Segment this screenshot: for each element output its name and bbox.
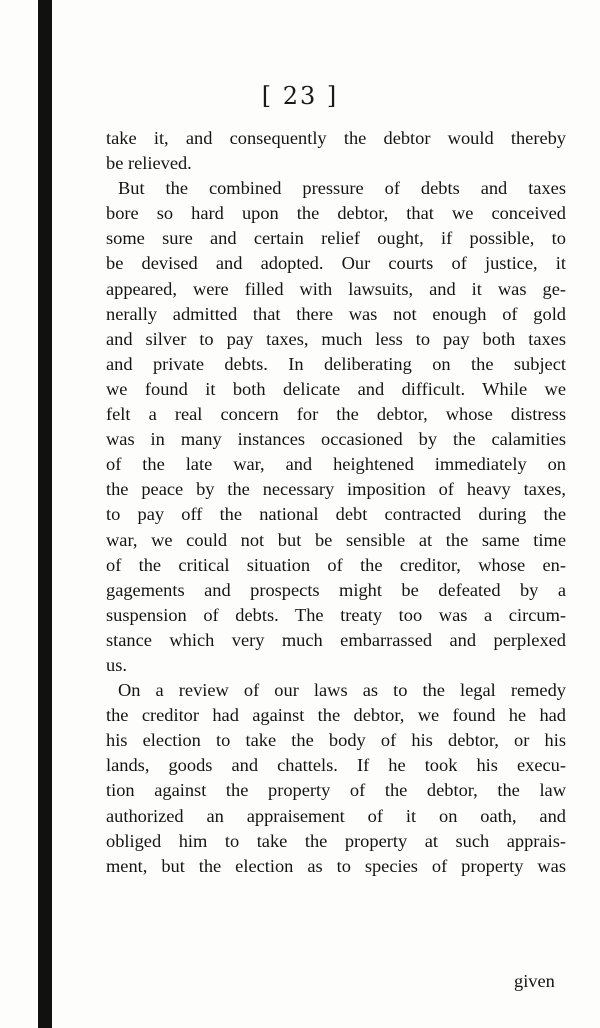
text-line: authorized an appraisement of it on oath, and <box>106 805 566 826</box>
text-line: and private debts. In deliberating on the subject <box>106 353 566 374</box>
text-line: take it, and consequently the debtor would thereby <box>106 128 566 148</box>
text-line: gagements and prospects might be defeated by a <box>106 579 566 600</box>
text-line: to pay off the national debt contracted during the <box>106 504 566 525</box>
text-line: of the late war, and heightened immediately on <box>106 454 566 475</box>
text-line: felt a real concern for the debtor, whose distress <box>106 404 566 425</box>
binding-edge <box>38 0 52 1028</box>
text-line: his election to take the body of his debtor, or his <box>106 730 566 751</box>
catchword: given <box>514 971 555 991</box>
text-line: us. <box>106 654 127 675</box>
text-line: appeared, were filled with lawsuits, and it was ge- <box>106 278 566 299</box>
text-line: obliged him to take the property at such apprais- <box>106 830 566 851</box>
text-line: stance which very much embarrassed and perplexed <box>106 629 566 650</box>
text-line: and silver to pay taxes, much less to pay both taxes <box>106 328 566 349</box>
text-line: was in many instances occasioned by the calamities <box>106 429 566 450</box>
text-line: be devised and adopted. Our courts of justice, it <box>106 253 566 274</box>
text-line: lands, goods and chattels. If he took his execu- <box>106 755 566 776</box>
text-line: war, we could not but be sensible at the same time <box>106 529 566 550</box>
text-line: nerally admitted that there was not enough of gold <box>106 303 566 324</box>
text-line: of the critical situation of the creditor, whose en- <box>106 554 566 575</box>
body-text <box>106 126 566 879</box>
page-number: [ 23 ] <box>261 82 339 110</box>
text-line: suspension of debts. The treaty too was a circum- <box>106 604 566 625</box>
text-line: some sure and certain relief ought, if possible, to <box>106 228 566 249</box>
text-line: the peace by the necessary imposition of heavy taxes, <box>106 479 566 500</box>
text-line: the creditor had against the debtor, we found he had <box>106 705 566 726</box>
text-line: be relieved. <box>106 153 192 174</box>
text-line: But the combined pressure of debts and taxes <box>118 178 566 199</box>
text-line: we found it both delicate and difficult. While we <box>106 378 566 399</box>
text-line: tion against the property of the debtor, the law <box>106 780 566 801</box>
text-line: On a review of our laws as to the legal remedy <box>118 680 566 701</box>
text-line: ment, but the election as to species of property was <box>106 855 566 876</box>
text-line: bore so hard upon the debtor, that we conceived <box>106 203 566 224</box>
